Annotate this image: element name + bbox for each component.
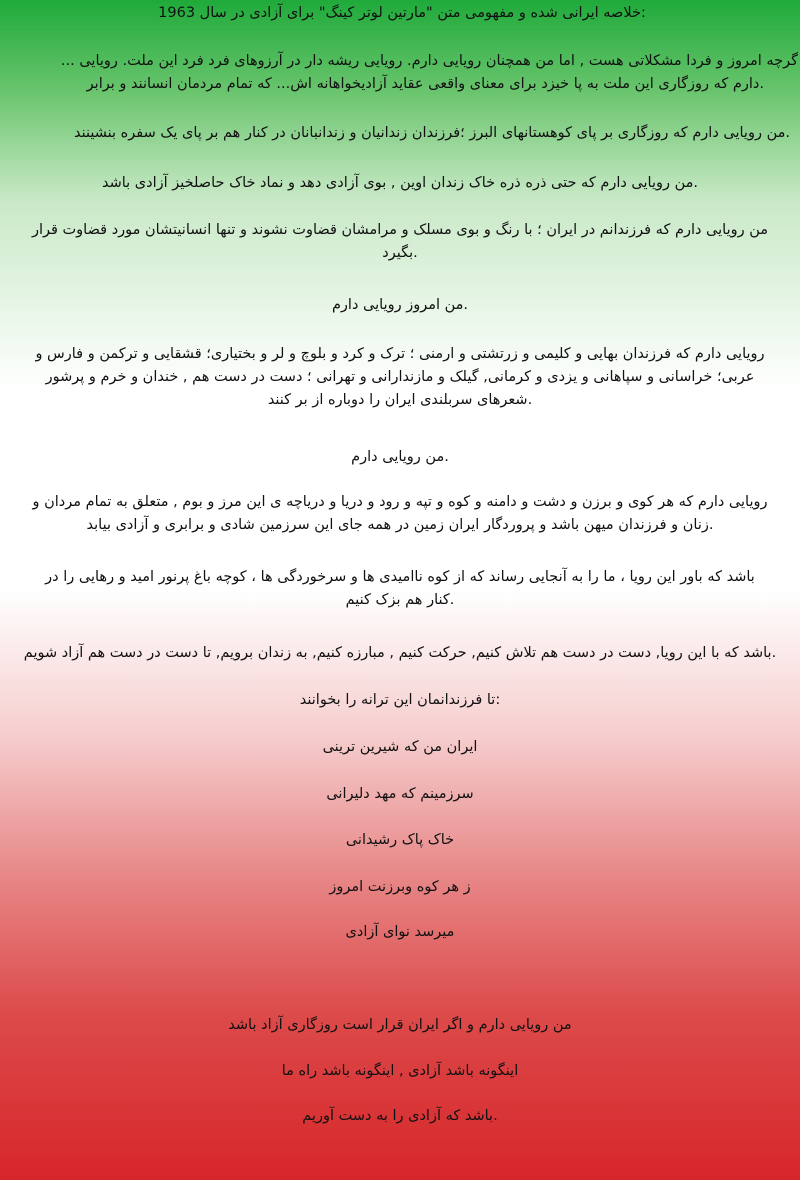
poem-line-2: سرزمینم که مهد دلیرانی bbox=[326, 786, 474, 802]
paragraph-line: .من رویایی دارم bbox=[351, 449, 449, 465]
paragraph-10 bbox=[0, 642, 800, 665]
paragraph-line: گرچه امروز و فردا مشکلاتی هست , اما من همچنان رویایی دارم. رویایی ریشه دار در آرزوهای فرد فرد این ملت. رویایی ... bbox=[60, 53, 798, 69]
paragraph-line: .من رویایی دارم که روزگاری بر پای کوهستانهای البرز ؛فرزندان زندانیان و زندانبانان در کنار هم بر پای یک سفره بنشینند bbox=[73, 125, 790, 141]
document-title bbox=[0, 2, 800, 25]
paragraph-8 bbox=[0, 491, 800, 537]
paragraph-7 bbox=[0, 446, 800, 469]
paragraph-2 bbox=[0, 122, 800, 145]
paragraph-line: .زنان و فرزندان میهن باشد و پروردگار ایران زمین در همه جای این سرزمین شادی و برابری و آزادی بیابد bbox=[86, 517, 714, 533]
poem-line-3: خاک پاک رشیدانی bbox=[345, 832, 455, 848]
paragraph-line: باشد که باور این رویا ، ما را به آنجایی رساند که از کوه ناامیدی ها و سرخوردگی ها ، کوچه باغ پرنور امید و رهایی را در bbox=[45, 569, 755, 585]
paragraph-line: .شعرهای سربلندی ایران را دوباره از بر کنند bbox=[267, 392, 533, 408]
paragraph-line: عربی؛ خراسانی و سپاهانی و یزدی و کرمانی, گیلک و مازندارانی و تهرانی ؛ دست در دست هم , خندان و خرم و پرشور bbox=[45, 369, 755, 385]
poem-line-1: ایران من که شیرین ترینی bbox=[322, 739, 478, 755]
paragraph-4 bbox=[0, 219, 800, 265]
closing-line-2: اینگونه باشد آزادی , اینگونه باشد راه ما bbox=[281, 1063, 519, 1079]
paragraph-line: رویایی دارم که هر کوی و برزن و دشت و دامنه و کوه و تپه و رود و دریا و دریاچه ی این مرز و بوم , متعلق به تمام مردان و bbox=[32, 494, 768, 510]
paragraph-line: .من رویایی دارم که حتی ذره ذره خاک زندان اوین , بوی آزادی دهد و نماد خاک حاصلخیز آزادی باشد bbox=[101, 175, 699, 191]
paragraph-9 bbox=[0, 566, 800, 612]
paragraph-line: .دارم که روزگاری این ملت به پا خیزد برای معنای واقعی عقاید آزادیخواهانه اش... که تمام مردمان انسانند و برابر bbox=[86, 76, 764, 92]
paragraph-line: رویایی دارم که فرزندان بهایی و کلیمی و زرتشتی و ارمنی ؛ ترک و کرد و بلوچ و لر و بختیاری؛ قشقایی و ترکمن و فارس و bbox=[35, 346, 765, 362]
poem-line-4: ز هر کوه وبرزنت امروز bbox=[329, 879, 471, 895]
paragraph-line: من رویایی دارم که فرزندانم در ایران ؛ با رنگ و بوی مسلک و مرامشان قضاوت نشوند و تنها انسانیتشان مورد قضاوت قرار bbox=[31, 222, 769, 238]
paragraph-5 bbox=[0, 294, 800, 317]
paragraph-line: .باشد که با این رویا, دست در دست هم تلاش کنیم, حرکت کنیم , مبارزه کنیم, به زندان برویم, تا دست در دست هم آزاد شویم bbox=[23, 645, 777, 661]
paragraph-11 bbox=[0, 689, 800, 712]
closing-line-3: .باشد که آزادی را به دست آوریم bbox=[302, 1108, 498, 1124]
paragraph-line: .بگیرد bbox=[382, 245, 418, 261]
paragraph-line: .من امروز رویایی دارم bbox=[331, 297, 469, 313]
paragraph-3 bbox=[0, 172, 800, 195]
paragraph-line: :تا فرزندانمان این ترانه را بخوانند bbox=[299, 692, 501, 708]
closing-line-1: من رویایی دارم و اگر ایران قرار است روزگاری آزاد باشد bbox=[228, 1017, 572, 1033]
paragraph-6 bbox=[0, 343, 800, 412]
paragraph-line: .کنار هم بزک کنیم bbox=[345, 592, 455, 608]
title-text: :خلاصه ایرانی شده و مفهومی متن "مارتین لوتر کینگ" برای آزادی در سال 1963 bbox=[158, 5, 646, 21]
paragraph-1 bbox=[0, 50, 800, 96]
poem-line-5: میرسد نوای آزادی bbox=[345, 924, 455, 940]
